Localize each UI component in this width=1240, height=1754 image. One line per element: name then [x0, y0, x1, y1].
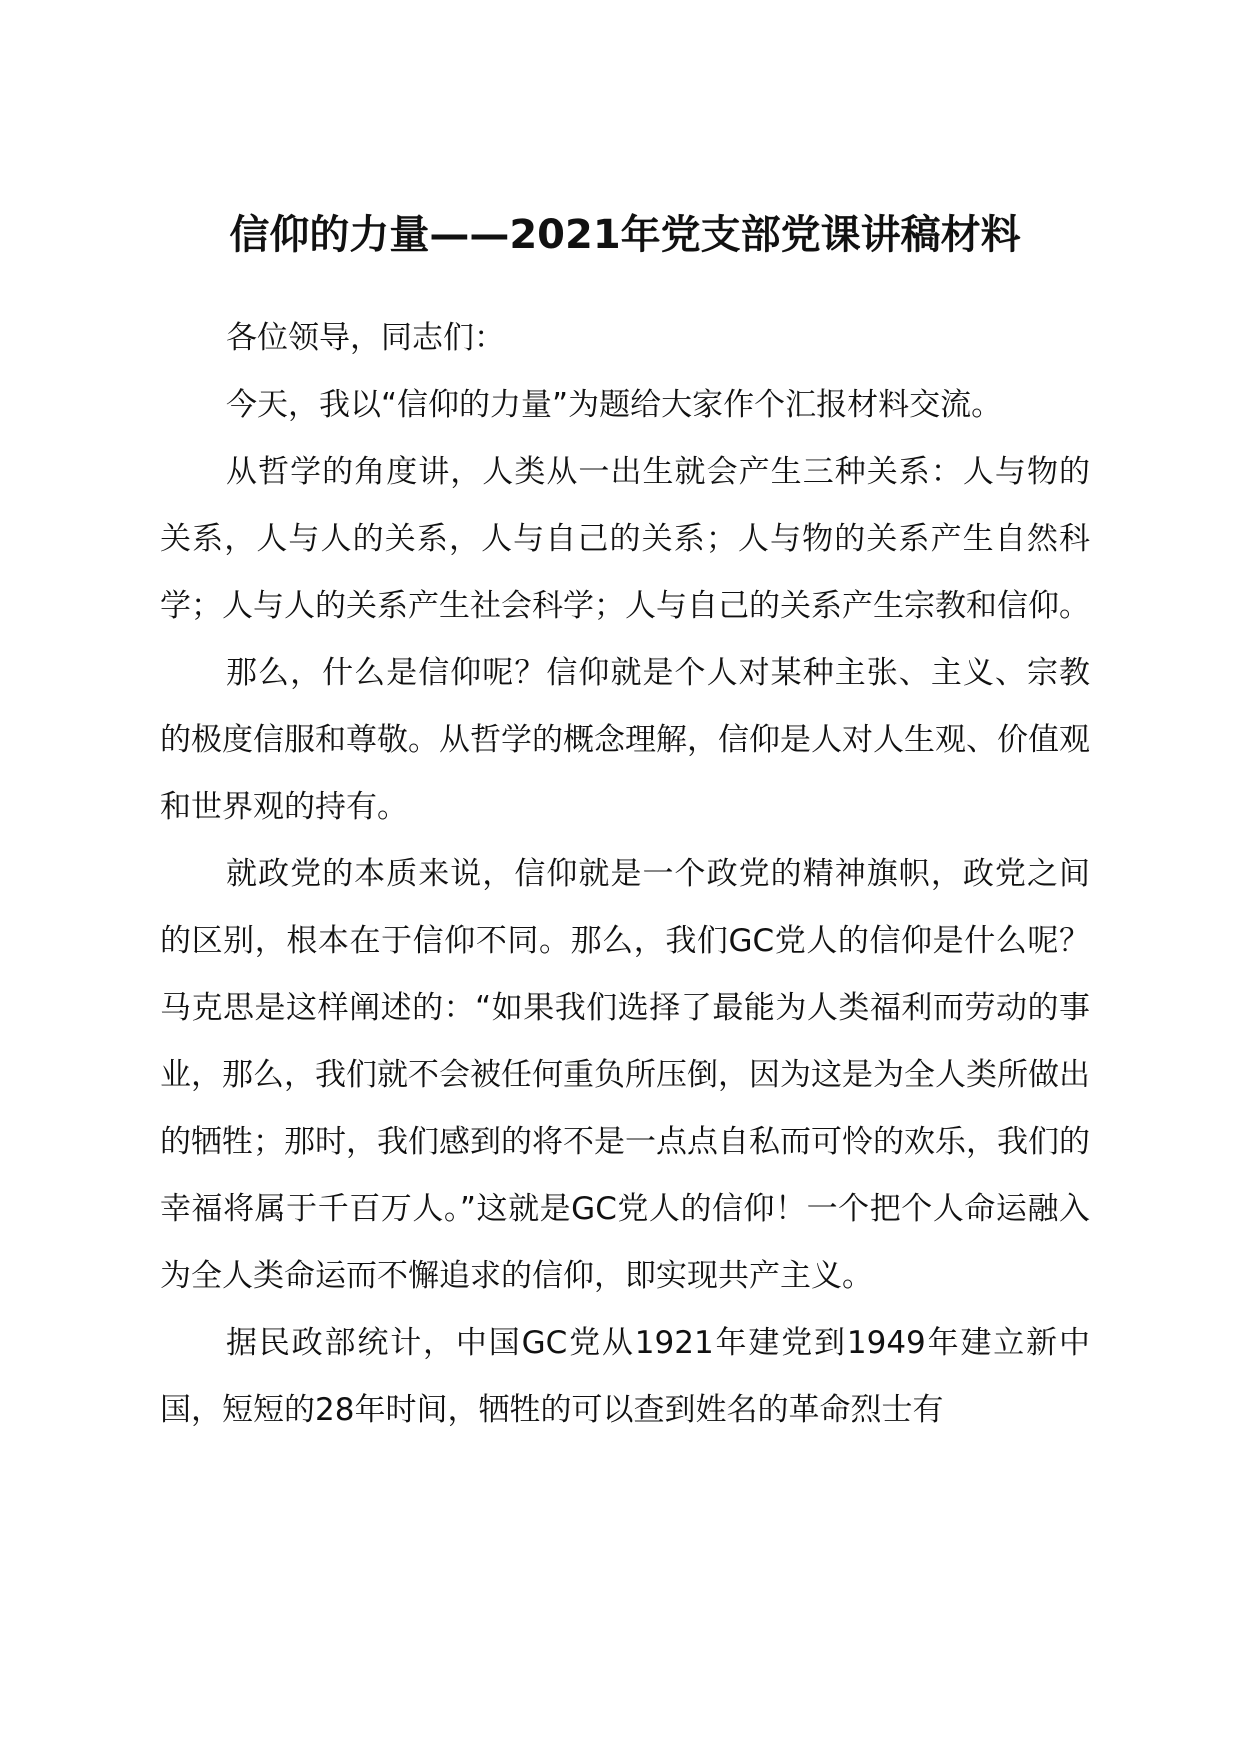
document-page: [160, 0, 1090, 1754]
salutation-paragraph: 各位领导，同志们：: [226, 320, 505, 356]
statistics-paragraph: 据民政部统计，中国GC党从1921年建党到1949年建立新中国，短短的28年时间，牺牲的可以查到姓名的革命烈士有: [160, 1325, 1090, 1428]
intro-paragraph: 今天，我以“信仰的力量”为题给大家作个汇报材料交流。: [226, 387, 1003, 423]
party-belief-paragraph: 就政党的本质来说，信仰就是一个政党的精神旗帜，政党之间的区别，根本在于信仰不同。那么，我们GC党人的信仰是什么呢？马克思是这样阐述的：“如果我们选择了最能为人类福利而劳动的事业，那么，我们就不会被任何重负所压倒，因为这是为全人类所做出的牺牲；那时，我们感到的将不是一点点自私而可怜的欢乐，我们的幸福将属于千百万人。”这就是GC党人的信仰！一个把个人命运融入为全人类命运而不懈追求的信仰，即实现共产主义。: [160, 856, 1090, 1294]
document-title: 信仰的力量——2021年党支部党课讲稿材料: [229, 212, 1021, 258]
definition-paragraph: 那么，什么是信仰呢？信仰就是个人对某种主张、主义、宗教的极度信服和尊敬。从哲学的概念理解，信仰是人对人生观、价值观和世界观的持有。: [160, 655, 1090, 825]
document-body: [160, 305, 1090, 1444]
philosophy-paragraph: 从哲学的角度讲，人类从一出生就会产生三种关系：人与物的关系，人与人的关系，人与自己的关系；人与物的关系产生自然科学；人与人的关系产生社会科学；人与自己的关系产生宗教和信仰。: [160, 454, 1090, 624]
